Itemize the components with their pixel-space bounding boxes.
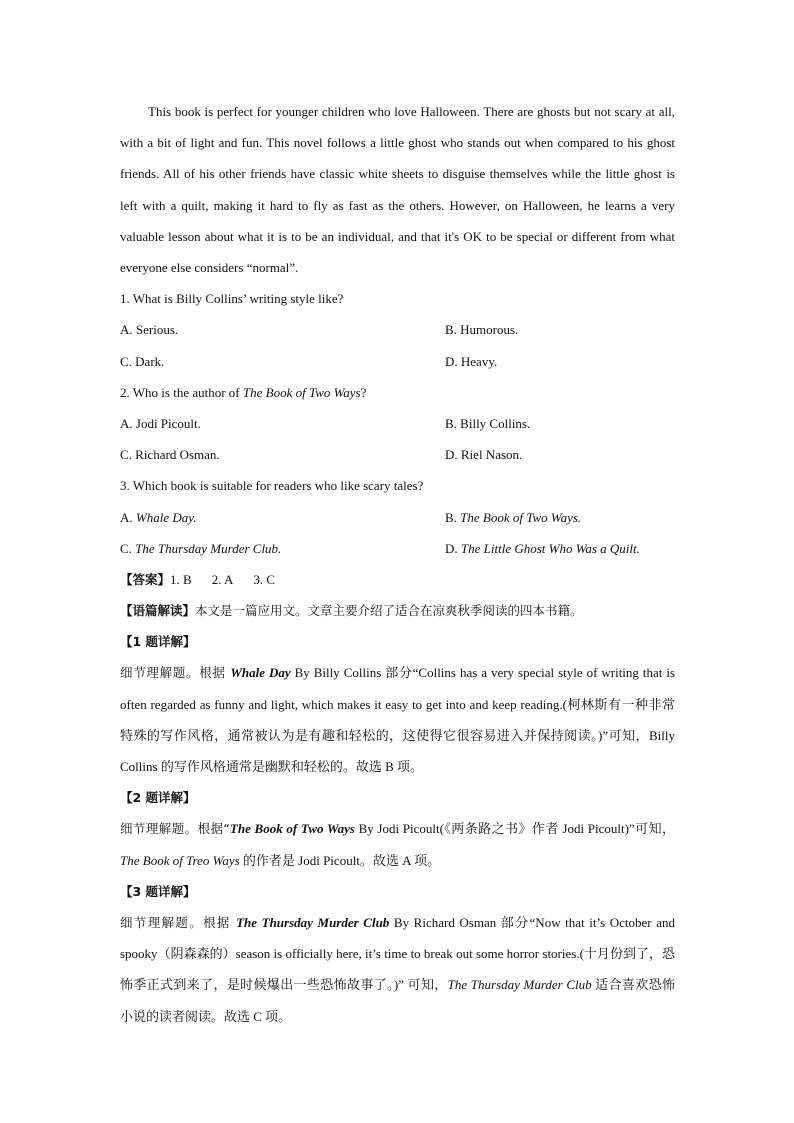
question-2-stem-suffix: ? [360,384,367,400]
question-3-stem: 3. Which book is suitable for readers who like scary tales? [120,478,424,494]
answer-item-2: 2. A [211,571,234,587]
book-title: The Thursday Murder Club [447,977,592,993]
question-3-option-c [120,533,445,564]
book-title: The Book of Two Ways [229,821,355,837]
document-page [120,96,675,1032]
option-letter: B. [445,509,461,525]
book-title: The Thursday Murder Club [236,915,390,931]
question-2-stem-title: The Book of Two Ways [242,384,361,400]
detail-text: By Richard Osman 部分“Now that it’s October and spooky（阴森森的）season is officially here, it’s time to break out some horror stories.(十月份到了，恐怖季正式到来了，是时候爆出一些恐怖故事了。)” 可知， [120,915,675,993]
question-2-option-d: D. Riel Nason. [445,447,523,463]
question-2-stem [120,377,675,408]
option-title: Whale Day. [135,509,197,525]
question-1-option-b: B. Humorous. [445,322,519,338]
detail-text: 的作者是 Jodi Picoult。故选 A 项。 [239,852,441,868]
detail-text: By Jodi Picoult(《两条路之书》作者 Jodi Picoult)”可知， [354,821,675,837]
question-2-stem-prefix: 2. Who is the author of [120,384,243,400]
detail-3-heading: 【3 题详解】 [120,883,196,899]
detail-2-heading: 【2 题详解】 [120,790,196,806]
overview-label: 【语篇解读】 [120,603,196,619]
question-2-options-row-1 [120,408,675,439]
answer-label: 【答案】 [120,571,171,587]
option-letter: C. [120,540,136,556]
question-1-options-row-2 [120,346,675,377]
question-3-options-row-2 [120,533,675,564]
passage-paragraph: This book is perfect for younger children who love Halloween. There are ghosts but not scary at all, with a bit of light and fun. This novel follows a little ghost who stands out when compared to his ghost friends. All of his other friends have classic white sheets to disguise themselves while the little ghost is left with a quilt, making it hard to fly as fast as the others. However, on Halloween, he learns a very valuable lesson about what it is to be an individual, and that it's OK to be special or different from what everyone else considers “normal”. [120,104,675,276]
detail-2-body [120,813,675,875]
question-3-options-row-1 [120,502,675,533]
question-1-options-row-1 [120,314,675,345]
question-2-options-row-2 [120,439,675,470]
overview-line [120,595,675,626]
answer-item-1: 1. B [170,571,192,587]
answer-item-3: 3. C [253,571,276,587]
question-2-option-c: C. Richard Osman. [120,447,220,463]
question-3-option-b [445,502,675,533]
question-1-option-d: D. Heavy. [445,353,498,369]
detail-1-body [120,657,675,782]
question-1-option-c: C. Dark. [120,353,165,369]
option-letter: D. [445,540,461,556]
question-3-option-d [445,533,675,564]
overview-text: 本文是一篇应用文。文章主要介绍了适合在凉爽秋季阅读的四本书籍。 [195,603,583,619]
detail-3-body [120,907,675,1032]
detail-text: 细节理解题。根据 [120,665,231,681]
book-title: Whale Day [230,665,291,681]
question-1-option-a: A. Serious. [120,322,179,338]
answer-line [120,564,675,595]
detail-text: 细节理解题。根据 [120,915,237,931]
detail-text: By Billy Collins 部分“Collins has a very special style of writing that is often regarded as funny and light, which makes it easy to get into and keep reading.(柯林斯有一种非常特殊的写作风格，通常被认为是有趣和轻松的，这使得它很容易进入并保持阅读。)”可知，Billy Collins 的写作风格通常是幽默和轻松的。故选 B 项。 [120,665,675,775]
option-title: The Book of Two Ways. [460,509,582,525]
question-2-option-a: A. Jodi Picoult. [120,415,201,431]
question-2-option-b: B. Billy Collins. [445,415,531,431]
question-3-option-a [120,502,445,533]
detail-text: 细节理解题。根据“ [120,821,230,837]
question-1-stem: 1. What is Billy Collins’ writing style like? [120,291,344,307]
detail-1-heading: 【1 题详解】 [120,634,196,650]
book-title: The Book of Treo Ways [120,852,240,868]
option-title: The Thursday Murder Club. [135,540,282,556]
option-letter: A. [120,509,136,525]
option-title: The Little Ghost Who Was a Quilt. [460,540,640,556]
detail-text: 适合喜欢恐怖小说的读者阅读。故选 C 项。 [120,977,675,1024]
